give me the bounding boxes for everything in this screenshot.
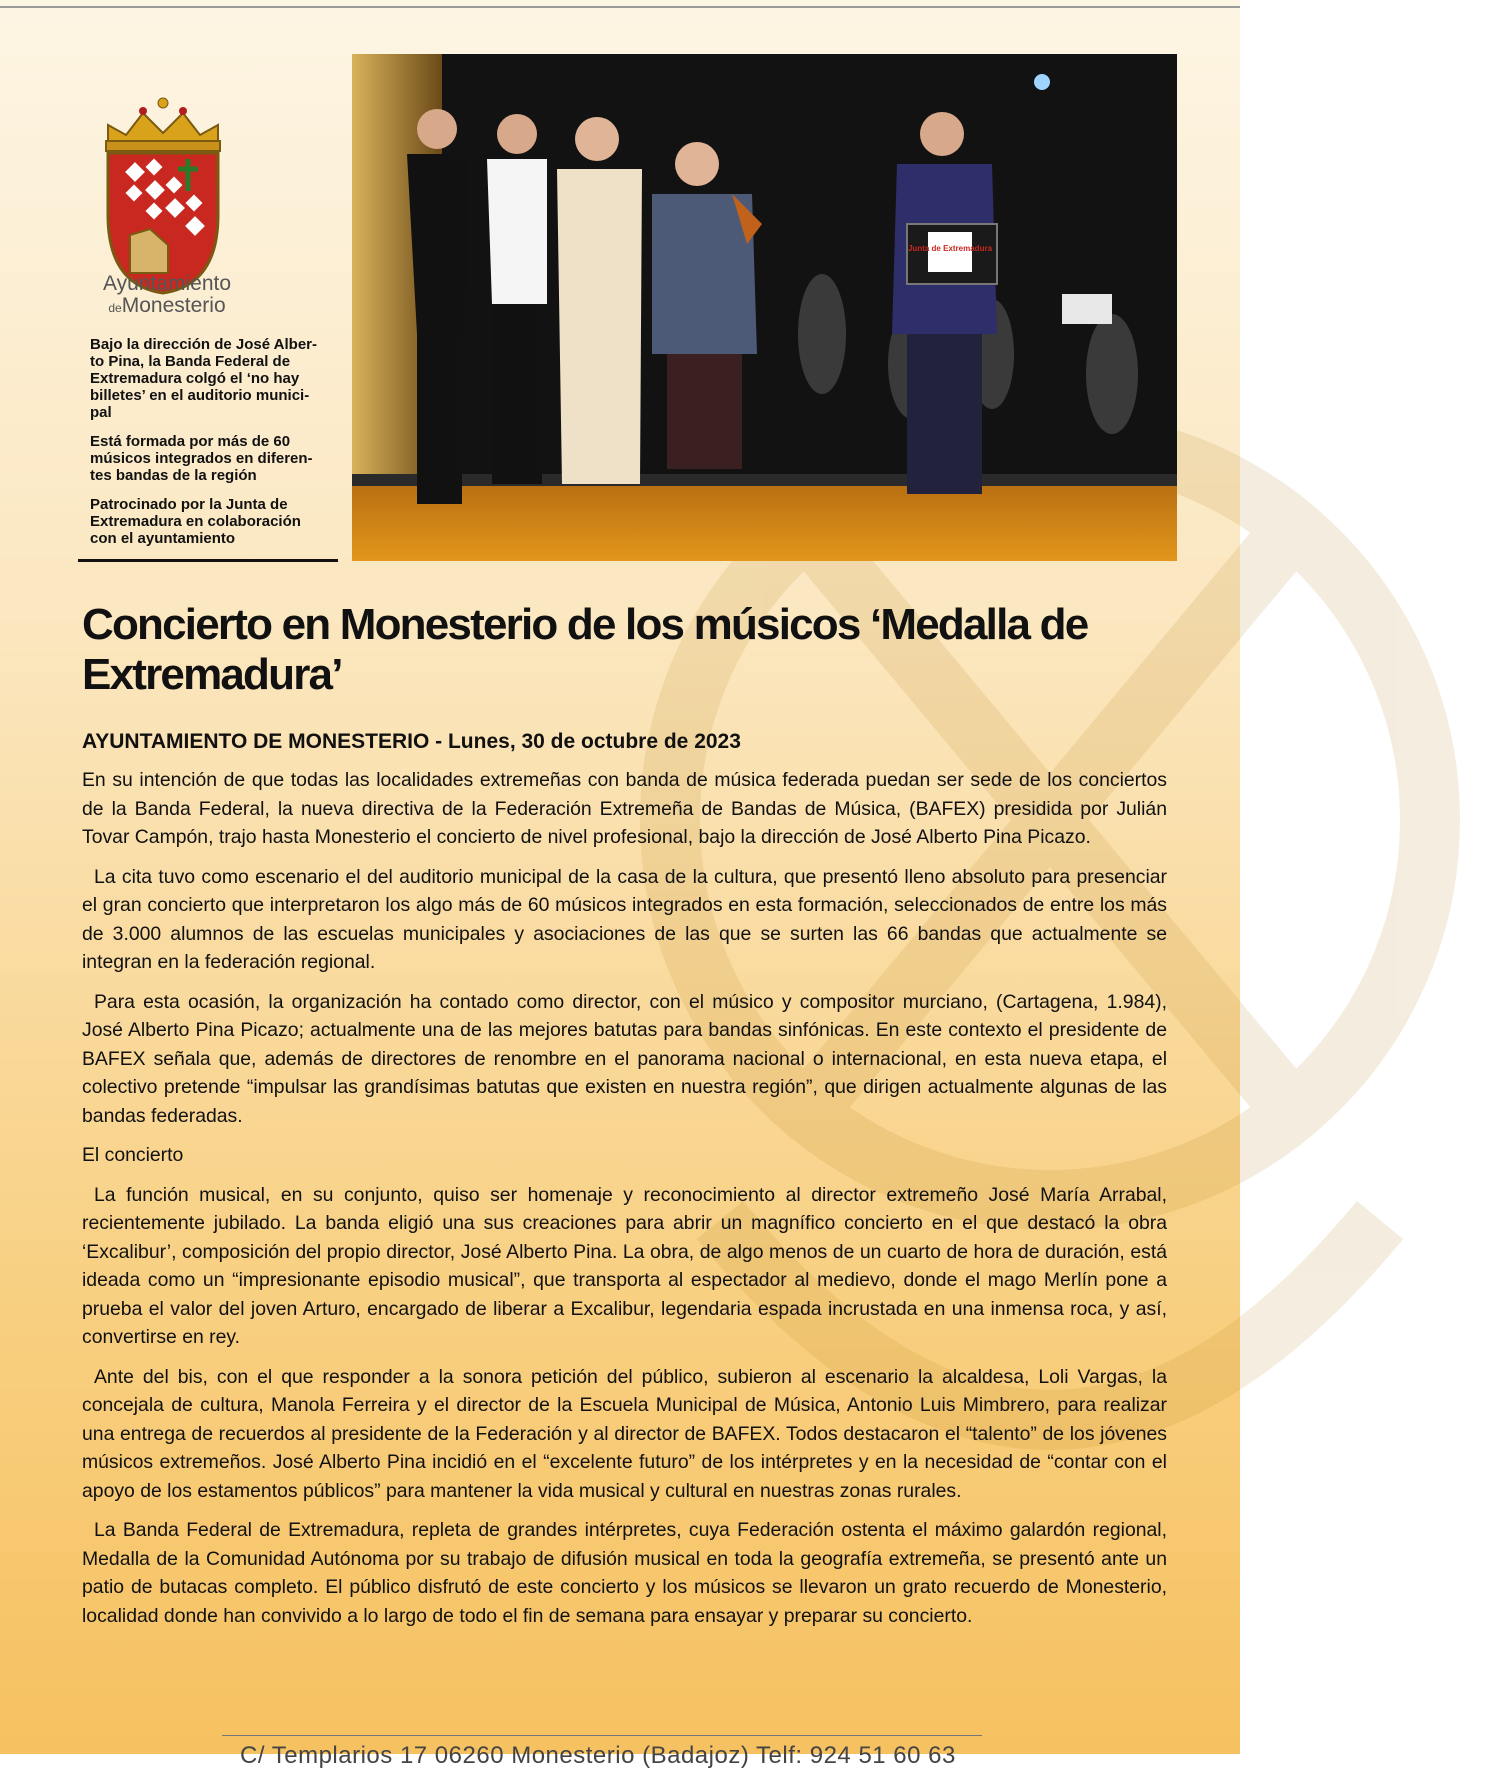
logo-line1: Ayuntamiento bbox=[102, 272, 232, 295]
article-paragraph: La Banda Federal de Extremadura, repleta de grandes intérpretes, cuya Federación ostenta el máximo galardón regional, Medalla de la Comunidad Autónoma por su trabajo de difusión musical en toda la geografía extremeña, se presentó ante un patio de butacas completo. El público disfrutó de este concierto y los músicos se llevaron un grato recuerdo de Monesterio, localidad donde han convivido a lo largo de todo el fin de semana para ensayar y preparar su concierto. bbox=[82, 1519, 1167, 1627]
article-paragraph: Ante del bis, con el que responder a la sonora petición del público, subieron al escenario la alcaldesa, Loli Vargas, la concejala de cultura, Manola Ferreira y el director de la Escuela Municipal de Música, Antonio Luis Mimbrero, para realizar una entrega de recuerdos al presidente de la Federación y al director de BAFEX. Todos destacaron el “talento” de los jóvenes músicos extremeños. José Alberto Pina incidió en el “excelente futuro” de los intérpretes y en la necesidad de “contar con el apoyo de los estamentos públicos” para mantener la vida musical y cultural en nuestras zonas rurales. bbox=[82, 1365, 1167, 1502]
article-headline: Concierto en Monesterio de los músicos ‘Medalla de Extremadura’ bbox=[82, 600, 1088, 699]
article-byline: AYUNTAMIENTO DE MONESTERIO - Lunes, 30 de octubre de 2023 bbox=[82, 730, 741, 753]
logo-line2 bbox=[92, 294, 242, 318]
event-photo bbox=[352, 54, 1177, 561]
summary-box bbox=[90, 336, 330, 559]
summary-item: Bajo la dirección de José Alber-to Pina, la Banda Federal de Extremadura colgó el ‘no hay billetes’ en el auditorio munici-pal bbox=[90, 336, 318, 421]
summary-item: Está formada por más de 60 músicos integrados en diferen-tes bandas de la región bbox=[90, 433, 313, 484]
article-paragraph: La función musical, en su conjunto, quiso ser homenaje y reconocimiento al director extremeño José María Arrabal, recientemente jubilado. La banda eligió una sus creaciones para abrir un magnífico concierto en el que destacó la obra ‘Excalibur’, composición del propio director, José Alberto Pina. La obra, de algo menos de un cuarto de hora de duración, está ideada como un “impresionante episodio musical”, que transporta al espectador al medievo, donde el mago Merlín pone a prueba el valor del joven Arturo, encargado de liberar a Excalibur, legendaria espada incrustada en una inmensa roca, y así, convertirse en rey. bbox=[82, 1183, 1167, 1348]
summary-item: Patrocinado por la Junta de Extremadura en colaboración con el ayuntamiento bbox=[90, 496, 301, 547]
article-body bbox=[82, 766, 1167, 1641]
summary-divider bbox=[78, 559, 338, 562]
logo-line2-main: Monesterio bbox=[121, 294, 226, 317]
logo-line2-prefix: de bbox=[108, 301, 122, 315]
article-paragraph: La cita tuvo como escenario el del auditorio municipal de la casa de la cultura, que presentó lleno absoluto para presenciar el gran concierto que interpretaron los algo más de 60 músicos integrados en esta formación, seleccionados de entre los más de 3.000 alumnos de las escuelas municipales y asociaciones de las que se surten las 66 bandas que actualmente se integran en la federación regional. bbox=[82, 865, 1167, 973]
plaque-text: Junta de Extremadura bbox=[907, 244, 993, 253]
article-paragraph: Para esta ocasión, la organización ha contado como director, con el músico y compositor murciano, (Cartagena, 1.984), José Alberto Pina Picazo; actualmente una de las mejores batutas para bandas sinfónicas. En este contexto el presidente de BAFEX señala que, además de directores de renombre en el panorama nacional o internacional, en esta nueva etapa, el colectivo pretende “impulsar las grandísimas batutas que existen en nuestra región”, que dirigen actualmente algunas de las bandas federadas. bbox=[82, 990, 1167, 1127]
top-border bbox=[0, 6, 1240, 8]
article-paragraph: En su intención de que todas las localidades extremeñas con banda de música federada puedan ser sede de los conciertos de la Banda Federal, la nueva directiva de la Federación Extremeña de Bandas de Música, (BAFEX) presidida por Julián Tovar Campón, trajo hasta Monesterio el concierto de nivel profesional, bajo la dirección de José Alberto Pina Picazo. bbox=[82, 769, 1167, 848]
crown-icon bbox=[106, 98, 220, 151]
footer-divider bbox=[222, 1735, 982, 1736]
footer-address: C/ Templarios 17 06260 Monesterio (Badajoz) Telf: 924 51 60 63 bbox=[240, 1742, 956, 1769]
section-subheading: El concierto bbox=[82, 1144, 184, 1166]
